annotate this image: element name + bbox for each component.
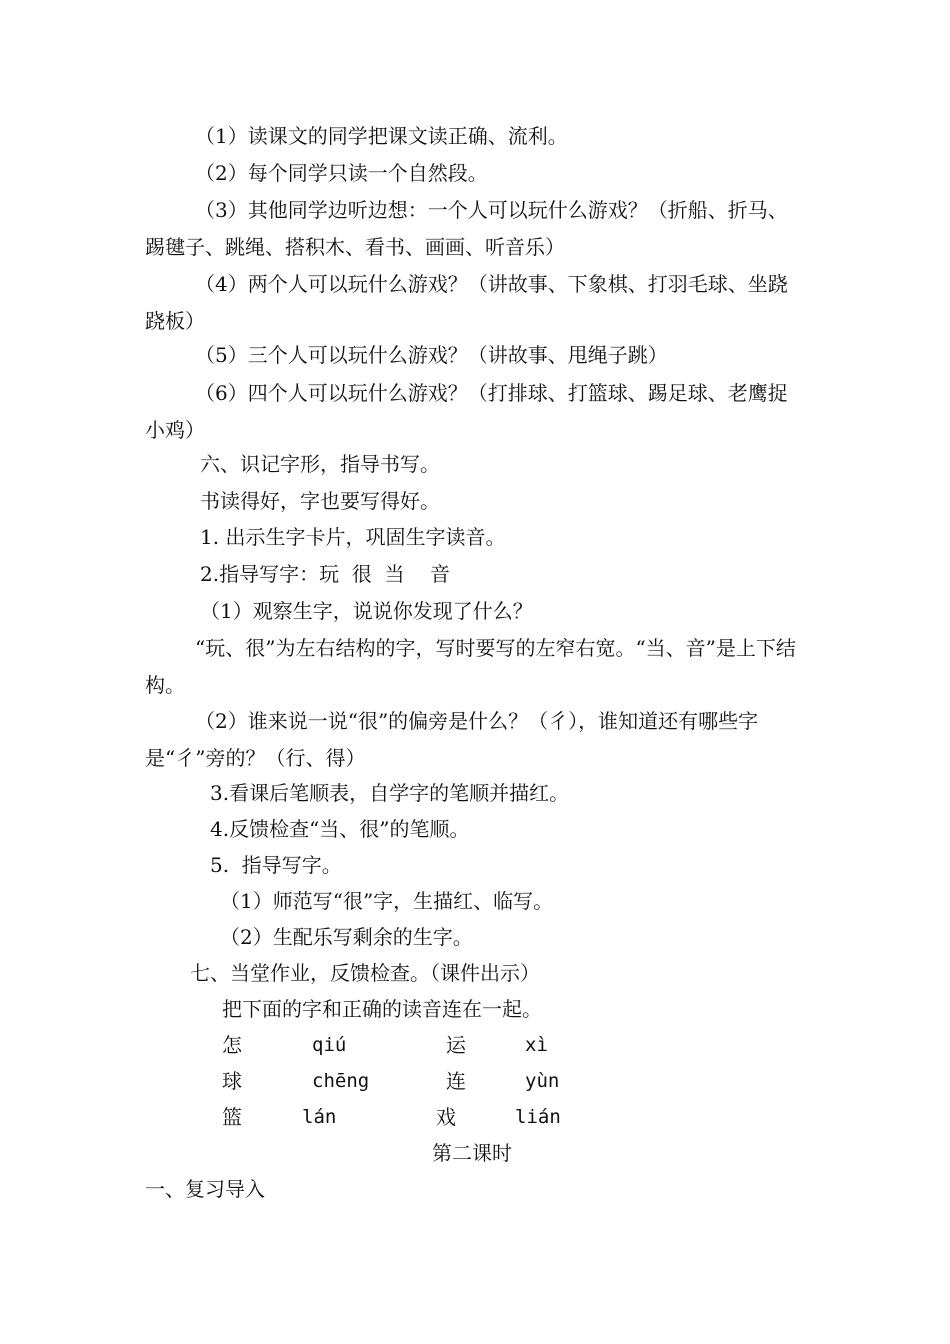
match-pinyin: lán xyxy=(302,1106,337,1128)
text-line-17: （1）师范写“很”字，生描红、临写。 xyxy=(220,889,554,913)
text-paragraph-12: “玩、很”为左右结构的字，写时要写的左窄右宽。“当、音”是上下结构。 xyxy=(145,636,796,697)
text-line-16: 5. 指导写字。 xyxy=(210,853,342,877)
match-pinyin: xì xyxy=(525,1034,548,1056)
match-char: 球 xyxy=(222,1069,242,1093)
text-paragraph-4: （4）两个人可以玩什么游戏？（讲故事、下象棋、打羽毛球、坐跷跷板） xyxy=(145,272,788,333)
section-heading-review: 一、复习导入 xyxy=(145,1177,265,1201)
text-line-10: 2.指导写字：玩 很 当 音 xyxy=(200,562,450,586)
text-paragraph-6: （6）四个人可以玩什么游戏？（打排球、打篮球、踢足球、老鹰捉小鸡） xyxy=(145,381,788,442)
match-pinyin: lián xyxy=(515,1106,561,1128)
match-char: 连 xyxy=(446,1069,466,1093)
match-pinyin: chēng xyxy=(312,1070,370,1092)
text-paragraph-13: （2）谁来说一说“很”的偏旁是什么？（彳），谁知道还有哪些字是“彳”旁的？（行、得） xyxy=(145,709,759,770)
text-line-1: （1）读课文的同学把课文读正确、流利。 xyxy=(195,124,568,148)
text-line-11: （1）观察生字，说说你发现了什么？ xyxy=(200,599,533,623)
match-char: 怎 xyxy=(222,1033,242,1057)
text-line-5: （5）三个人可以玩什么游戏？（讲故事、甩绳子跳） xyxy=(195,343,668,367)
text-line-2: （2）每个同学只读一个自然段。 xyxy=(195,161,488,185)
text-line-15: 4.反馈检查“当、很”的笔顺。 xyxy=(210,817,470,841)
match-pinyin: yùn xyxy=(525,1070,560,1092)
text-paragraph-3: （3）其他同学边听边想：一个人可以玩什么游戏？（折船、折马、踢毽子、跳绳、搭积木、看书、画画、听音乐） xyxy=(145,198,788,259)
text-line-14: 3.看课后笔顺表，自学字的笔顺并描红。 xyxy=(210,781,570,805)
match-char: 运 xyxy=(446,1033,466,1057)
exercise-instruction: 把下面的字和正确的读音连在一起。 xyxy=(222,997,542,1021)
match-char: 戏 xyxy=(436,1105,456,1129)
section-heading-7: 七、当堂作业，反馈检查。（课件出示） xyxy=(190,961,540,985)
lesson-title: 第二课时 xyxy=(432,1141,512,1165)
match-char: 篮 xyxy=(222,1105,242,1129)
text-line-18: （2）生配乐写剩余的生字。 xyxy=(220,925,473,949)
section-heading-6: 六、识记字形，指导书写。 xyxy=(200,452,440,476)
match-pinyin: qiú xyxy=(312,1034,347,1056)
text-line-9: 1. 出示生字卡片，巩固生字读音。 xyxy=(200,525,506,549)
text-line-8: 书读得好，字也要写得好。 xyxy=(200,489,440,513)
